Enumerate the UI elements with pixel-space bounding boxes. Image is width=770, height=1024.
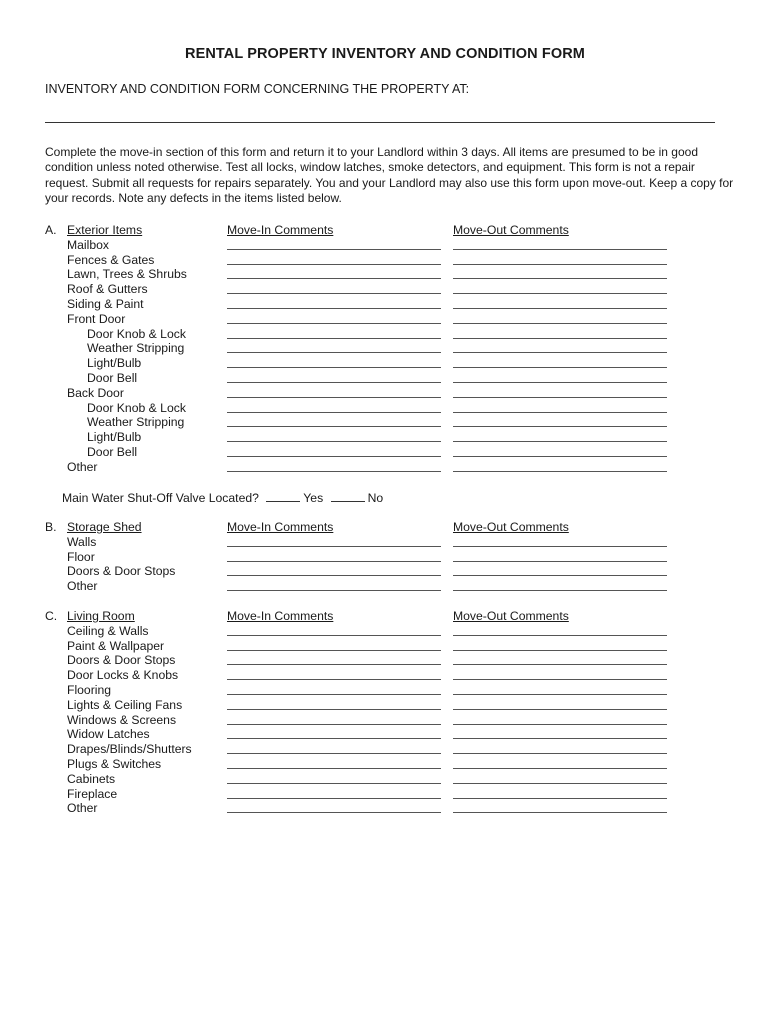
section-heading: Exterior Items	[67, 223, 143, 237]
move-out-comment-field[interactable]	[453, 412, 667, 413]
item-row	[45, 668, 735, 683]
section-letter: C.	[45, 609, 58, 623]
item-label: Drapes/Blinds/Shutters	[67, 742, 192, 757]
item-row	[45, 727, 735, 742]
property-address-prompt: INVENTORY AND CONDITION FORM CONCERNING THE PROPERTY AT:	[45, 82, 470, 96]
item-label: Mailbox	[67, 237, 109, 252]
item-row	[45, 401, 735, 416]
water-shutoff-question	[62, 491, 383, 505]
item-row	[45, 386, 735, 401]
move-out-comment-field[interactable]	[453, 679, 667, 680]
item-row	[45, 639, 735, 654]
item-row	[45, 772, 735, 787]
item-label: Back Door	[67, 385, 124, 400]
item-row	[45, 713, 735, 728]
move-in-comment-field[interactable]	[227, 590, 441, 591]
item-label: Door Bell	[87, 444, 138, 459]
item-row	[45, 579, 735, 594]
move-out-comment-field[interactable]	[453, 812, 667, 813]
item-label: Light/Bulb	[87, 430, 142, 445]
move-out-comment-field[interactable]	[453, 783, 667, 784]
move-in-comments-header: Move-In Comments	[227, 520, 334, 534]
item-row	[45, 253, 735, 268]
item-row	[45, 564, 735, 579]
move-in-comment-field[interactable]	[227, 249, 441, 250]
move-out-comment-field[interactable]	[453, 471, 667, 472]
move-in-comment-field[interactable]	[227, 664, 441, 665]
move-in-comment-field[interactable]	[227, 694, 441, 695]
move-out-comment-field[interactable]	[453, 278, 667, 279]
section-living-room	[45, 609, 735, 816]
move-out-comment-field[interactable]	[453, 561, 667, 562]
move-out-comment-field[interactable]	[453, 249, 667, 250]
section-letter: B.	[45, 520, 57, 534]
section-header-row	[45, 520, 735, 535]
move-in-comment-field[interactable]	[227, 561, 441, 562]
item-label: Fences & Gates	[67, 252, 155, 267]
move-out-comment-field[interactable]	[453, 709, 667, 710]
move-out-comment-field[interactable]	[453, 546, 667, 547]
move-out-comment-field[interactable]	[453, 441, 667, 442]
move-out-comment-field[interactable]	[453, 293, 667, 294]
move-in-comment-field[interactable]	[227, 575, 441, 576]
item-label: Light/Bulb	[87, 356, 142, 371]
move-in-comment-field[interactable]	[227, 278, 441, 279]
move-in-comment-field[interactable]	[227, 546, 441, 547]
section-heading: Storage Shed	[67, 520, 142, 534]
move-out-comments-header: Move-Out Comments	[453, 520, 569, 534]
move-in-comment-field[interactable]	[227, 382, 441, 383]
item-row	[45, 535, 735, 550]
move-in-comment-field[interactable]	[227, 709, 441, 710]
item-row	[45, 550, 735, 565]
move-out-comment-field[interactable]	[453, 397, 667, 398]
form-title: RENTAL PROPERTY INVENTORY AND CONDITION FORM	[185, 46, 585, 62]
move-in-comment-field[interactable]	[227, 426, 441, 427]
move-out-comment-field[interactable]	[453, 323, 667, 324]
move-out-comment-field[interactable]	[453, 575, 667, 576]
water-shutoff-no-label: No	[367, 491, 384, 505]
move-out-comment-field[interactable]	[453, 382, 667, 383]
water-shutoff-yes-field[interactable]	[266, 501, 300, 502]
item-label: Plugs & Switches	[67, 756, 162, 771]
item-row	[45, 787, 735, 802]
item-label: Floor	[67, 549, 95, 564]
move-out-comment-field[interactable]	[453, 352, 667, 353]
item-row	[45, 356, 735, 371]
move-in-comment-field[interactable]	[227, 650, 441, 651]
move-in-comment-field[interactable]	[227, 412, 441, 413]
move-in-comment-field[interactable]	[227, 679, 441, 680]
move-in-comment-field[interactable]	[227, 635, 441, 636]
item-row	[45, 267, 735, 282]
water-shutoff-yes-label: Yes	[303, 491, 324, 505]
item-label: Lawn, Trees & Shrubs	[67, 267, 187, 282]
item-label: Cabinets	[67, 771, 116, 786]
move-in-comment-field[interactable]	[227, 397, 441, 398]
move-out-comment-field[interactable]	[453, 768, 667, 769]
item-label: Front Door	[67, 311, 126, 326]
move-in-comment-field[interactable]	[227, 471, 441, 472]
property-address-field[interactable]	[45, 122, 715, 123]
item-label: Siding & Paint	[67, 296, 144, 311]
item-row	[45, 282, 735, 297]
move-in-comment-field[interactable]	[227, 352, 441, 353]
section-exterior-items	[45, 223, 735, 475]
move-out-comment-field[interactable]	[453, 590, 667, 591]
move-in-comment-field[interactable]	[227, 441, 441, 442]
item-row	[45, 327, 735, 342]
move-in-comment-field[interactable]	[227, 738, 441, 739]
item-label: Fireplace	[67, 786, 118, 801]
move-in-comment-field[interactable]	[227, 783, 441, 784]
item-row	[45, 312, 735, 327]
item-row	[45, 415, 735, 430]
section-header-row	[45, 609, 735, 624]
move-out-comment-field[interactable]	[453, 724, 667, 725]
item-label: Other	[67, 801, 98, 816]
move-out-comment-field[interactable]	[453, 426, 667, 427]
move-in-comments-header: Move-In Comments	[227, 609, 334, 623]
move-out-comment-field[interactable]	[453, 456, 667, 457]
item-label: Other	[67, 579, 98, 594]
item-label: Lights & Ceiling Fans	[67, 697, 183, 712]
item-row	[45, 238, 735, 253]
item-label: Door Knob & Lock	[87, 326, 186, 341]
item-label: Widow Latches	[67, 727, 150, 742]
move-in-comment-field[interactable]	[227, 768, 441, 769]
item-row	[45, 297, 735, 312]
item-row	[45, 460, 735, 475]
item-label: Weather Stripping	[87, 341, 185, 356]
move-in-comment-field[interactable]	[227, 753, 441, 754]
move-out-comments-header: Move-Out Comments	[453, 609, 569, 623]
water-shutoff-no-field[interactable]	[331, 501, 365, 502]
move-out-comment-field[interactable]	[453, 367, 667, 368]
item-label: Door Locks & Knobs	[67, 668, 179, 683]
move-in-comment-field[interactable]	[227, 338, 441, 339]
move-out-comment-field[interactable]	[453, 738, 667, 739]
section-letter: A.	[45, 223, 57, 237]
item-label: Walls	[67, 534, 97, 549]
water-shutoff-label: Main Water Shut-Off Valve Located?	[62, 491, 259, 505]
move-out-comment-field[interactable]	[453, 664, 667, 665]
item-label: Doors & Door Stops	[67, 653, 176, 668]
item-row	[45, 445, 735, 460]
item-row	[45, 430, 735, 445]
move-in-comment-field[interactable]	[227, 367, 441, 368]
section-header-row	[45, 223, 735, 238]
item-row	[45, 653, 735, 668]
item-label: Door Knob & Lock	[87, 400, 186, 415]
move-out-comment-field[interactable]	[453, 264, 667, 265]
move-out-comment-field[interactable]	[453, 694, 667, 695]
form-instructions: Complete the move-in section of this form and return it to your Landlord within 3 days. All items are presumed to be in good condition unless noted otherwise. Test all locks, window latches, smoke detectors, and equipment. This form is not a repair request. Submit all requests for repairs separately. You and your Landlord may also use this form upon move-out. Keep a copy for your records. Note any defects in the items listed below.	[45, 145, 734, 205]
section-storage-shed	[45, 520, 735, 594]
item-row	[45, 683, 735, 698]
item-row	[45, 801, 735, 816]
item-label: Roof & Gutters	[67, 282, 148, 297]
move-out-comment-field[interactable]	[453, 798, 667, 799]
item-row	[45, 698, 735, 713]
item-label: Windows & Screens	[67, 712, 177, 727]
move-in-comment-field[interactable]	[227, 724, 441, 725]
item-label: Paint & Wallpaper	[67, 638, 165, 653]
item-label: Other	[67, 459, 98, 474]
item-row	[45, 624, 735, 639]
item-label: Weather Stripping	[87, 415, 185, 430]
move-out-comment-field[interactable]	[453, 650, 667, 651]
move-out-comment-field[interactable]	[453, 338, 667, 339]
move-in-comment-field[interactable]	[227, 308, 441, 309]
move-in-comment-field[interactable]	[227, 264, 441, 265]
item-label: Doors & Door Stops	[67, 564, 176, 579]
move-in-comment-field[interactable]	[227, 812, 441, 813]
move-in-comment-field[interactable]	[227, 798, 441, 799]
move-in-comment-field[interactable]	[227, 293, 441, 294]
move-in-comment-field[interactable]	[227, 323, 441, 324]
item-label: Ceiling & Walls	[67, 623, 149, 638]
move-in-comments-header: Move-In Comments	[227, 223, 334, 237]
item-label: Flooring	[67, 682, 112, 697]
move-out-comments-header: Move-Out Comments	[453, 223, 569, 237]
move-out-comment-field[interactable]	[453, 753, 667, 754]
move-out-comment-field[interactable]	[453, 635, 667, 636]
item-row	[45, 757, 735, 772]
item-row	[45, 742, 735, 757]
item-row	[45, 341, 735, 356]
move-in-comment-field[interactable]	[227, 456, 441, 457]
move-out-comment-field[interactable]	[453, 308, 667, 309]
section-heading: Living Room	[67, 609, 135, 623]
item-label: Door Bell	[87, 370, 138, 385]
item-row	[45, 371, 735, 386]
